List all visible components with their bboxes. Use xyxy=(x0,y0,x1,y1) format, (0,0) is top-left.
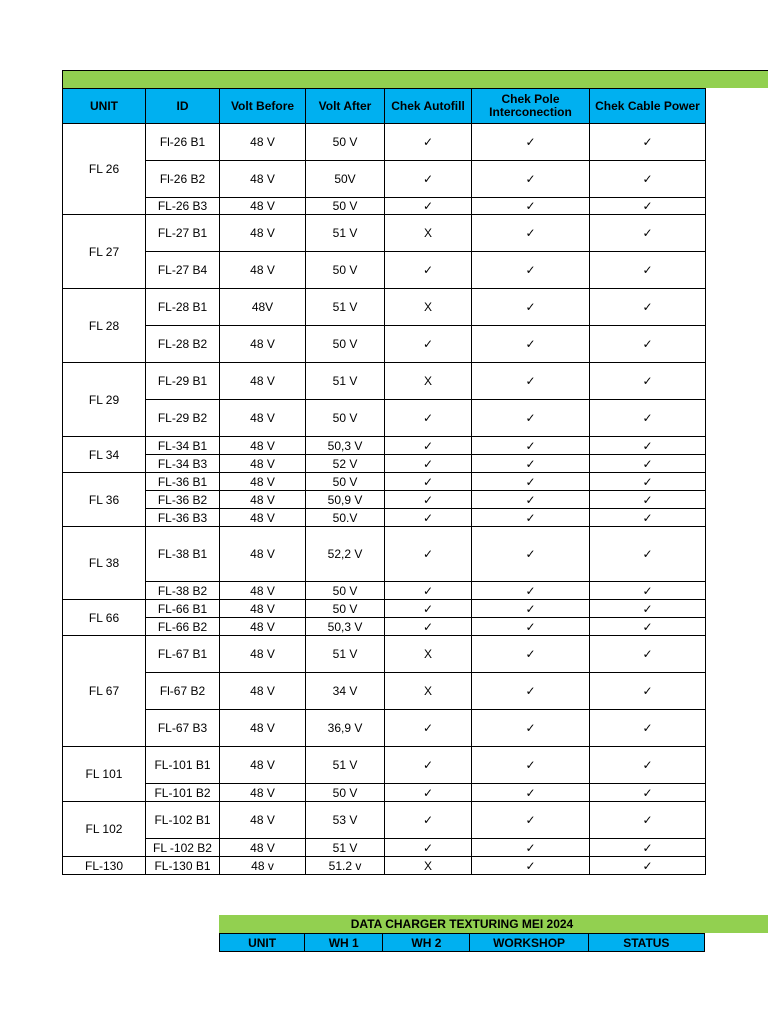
unit-cell: FL 101 xyxy=(63,747,146,802)
pole-check-cell: ✓ xyxy=(472,802,590,839)
header-volt-before: Volt Before xyxy=(220,89,306,124)
header-volt-after: Volt After xyxy=(306,89,385,124)
table-row xyxy=(63,161,706,198)
pole-check-cell: ✓ xyxy=(472,600,590,618)
charger-data-table xyxy=(219,915,705,952)
volt-after-cell: 53 V xyxy=(306,802,385,839)
unit-cell: FL 102 xyxy=(63,802,146,857)
cable-check-cell: ✓ xyxy=(590,252,706,289)
volt-after-cell: 50 V xyxy=(306,124,385,161)
volt-after-cell: 50 V xyxy=(306,198,385,215)
volt-before-cell: 48 V xyxy=(220,509,306,527)
header-chek-autofill: Chek Autofill xyxy=(385,89,472,124)
autofill-check-cell: ✓ xyxy=(385,802,472,839)
table-row xyxy=(63,455,706,473)
autofill-check-cell: X xyxy=(385,289,472,326)
autofill-check-cell: X xyxy=(385,857,472,875)
unit-cell: FL 66 xyxy=(63,600,146,636)
autofill-check-cell: ✓ xyxy=(385,161,472,198)
table-row xyxy=(63,473,706,491)
header-chek-pole: Chek Pole Interconection xyxy=(472,89,590,124)
cable-check-cell: ✓ xyxy=(590,473,706,491)
id-cell: FL-66 B2 xyxy=(146,618,220,636)
table-row xyxy=(63,437,706,455)
table-row xyxy=(63,857,706,875)
pole-check-cell: ✓ xyxy=(472,124,590,161)
unit-cell: FL 38 xyxy=(63,527,146,600)
pole-check-cell: ✓ xyxy=(472,473,590,491)
volt-after-cell: 51 V xyxy=(306,215,385,252)
volt-after-cell: 50 V xyxy=(306,784,385,802)
autofill-check-cell: ✓ xyxy=(385,198,472,215)
pole-check-cell: ✓ xyxy=(472,363,590,400)
id-cell: FL-26 B3 xyxy=(146,198,220,215)
volt-after-cell: 50 V xyxy=(306,326,385,363)
pole-check-cell: ✓ xyxy=(472,491,590,509)
volt-after-cell: 50,9 V xyxy=(306,491,385,509)
id-cell: FL-102 B1 xyxy=(146,802,220,839)
table-row xyxy=(63,491,706,509)
cable-check-cell: ✓ xyxy=(590,636,706,673)
volt-before-cell: 48 V xyxy=(220,710,306,747)
volt-after-cell: 50 V xyxy=(306,473,385,491)
table-row xyxy=(63,636,706,673)
volt-after-cell: 52,2 V xyxy=(306,527,385,582)
table-row xyxy=(63,215,706,252)
pole-check-cell: ✓ xyxy=(472,455,590,473)
volt-before-cell: 48 v xyxy=(220,857,306,875)
cable-check-cell: ✓ xyxy=(590,527,706,582)
unit-cell: FL 29 xyxy=(63,363,146,437)
pole-check-cell: ✓ xyxy=(472,252,590,289)
volt-after-cell: 51 V xyxy=(306,363,385,400)
autofill-check-cell: ✓ xyxy=(385,437,472,455)
table-row xyxy=(63,618,706,636)
autofill-check-cell: ✓ xyxy=(385,710,472,747)
volt-before-cell: 48 V xyxy=(220,839,306,857)
autofill-check-cell: ✓ xyxy=(385,600,472,618)
pole-check-cell: ✓ xyxy=(472,710,590,747)
volt-after-cell: 50 V xyxy=(306,252,385,289)
volt-before-cell: 48 V xyxy=(220,618,306,636)
id-cell: FL-29 B1 xyxy=(146,363,220,400)
table-row xyxy=(63,326,706,363)
pole-check-cell: ✓ xyxy=(472,437,590,455)
id-cell: FL-36 B1 xyxy=(146,473,220,491)
unit-cell: FL 28 xyxy=(63,289,146,363)
volt-after-cell: 50,3 V xyxy=(306,618,385,636)
charger-table-title: DATA CHARGER TEXTURING MEI 2024 xyxy=(350,917,574,931)
pole-check-cell: ✓ xyxy=(472,400,590,437)
header-unit: UNIT xyxy=(63,89,146,124)
pole-check-cell: ✓ xyxy=(472,326,590,363)
table-row xyxy=(63,527,706,582)
volt-after-cell: 51 V xyxy=(306,289,385,326)
pole-check-cell: ✓ xyxy=(472,198,590,215)
table-row xyxy=(63,198,706,215)
id-cell: FL-36 B2 xyxy=(146,491,220,509)
autofill-check-cell: ✓ xyxy=(385,473,472,491)
cable-check-cell: ✓ xyxy=(590,618,706,636)
cable-check-cell: ✓ xyxy=(590,509,706,527)
pole-check-cell: ✓ xyxy=(472,857,590,875)
volt-before-cell: 48 V xyxy=(220,747,306,784)
cable-check-cell: ✓ xyxy=(590,400,706,437)
volt-before-cell: 48 V xyxy=(220,400,306,437)
pole-check-cell: ✓ xyxy=(472,784,590,802)
id-cell: FL-101 B2 xyxy=(146,784,220,802)
pole-check-cell: ✓ xyxy=(472,527,590,582)
cable-check-cell: ✓ xyxy=(590,161,706,198)
cable-check-cell: ✓ xyxy=(590,491,706,509)
table-row xyxy=(63,289,706,326)
table-row xyxy=(63,582,706,600)
cable-check-cell: ✓ xyxy=(590,582,706,600)
table-row xyxy=(63,839,706,857)
volt-before-cell: 48 V xyxy=(220,636,306,673)
table-row xyxy=(63,802,706,839)
charger-title-row xyxy=(220,915,705,934)
volt-after-cell: 50 V xyxy=(306,582,385,600)
table-row xyxy=(63,710,706,747)
id-cell: FL-66 B1 xyxy=(146,600,220,618)
cable-check-cell: ✓ xyxy=(590,326,706,363)
volt-after-cell: 51 V xyxy=(306,636,385,673)
autofill-check-cell: ✓ xyxy=(385,527,472,582)
pole-check-cell: ✓ xyxy=(472,636,590,673)
charger-header-wh1: WH 1 xyxy=(305,934,383,952)
top-green-band xyxy=(62,70,768,88)
unit-cell: FL 34 xyxy=(63,437,146,473)
pole-check-cell: ✓ xyxy=(472,289,590,326)
pole-check-cell: ✓ xyxy=(472,582,590,600)
volt-before-cell: 48 V xyxy=(220,673,306,710)
id-cell: FL-67 B1 xyxy=(146,636,220,673)
cable-check-cell: ✓ xyxy=(590,363,706,400)
unit-cell: FL 36 xyxy=(63,473,146,527)
autofill-check-cell: ✓ xyxy=(385,747,472,784)
cable-check-cell: ✓ xyxy=(590,747,706,784)
volt-before-cell: 48 V xyxy=(220,784,306,802)
cable-check-cell: ✓ xyxy=(590,124,706,161)
pole-check-cell: ✓ xyxy=(472,509,590,527)
id-cell: FL-38 B2 xyxy=(146,582,220,600)
table-row xyxy=(63,673,706,710)
cable-check-cell: ✓ xyxy=(590,437,706,455)
cable-check-cell: ✓ xyxy=(590,802,706,839)
autofill-check-cell: X xyxy=(385,363,472,400)
id-cell: FL-34 B1 xyxy=(146,437,220,455)
autofill-check-cell: ✓ xyxy=(385,784,472,802)
header-chek-cable: Chek Cable Power xyxy=(590,89,706,124)
volt-before-cell: 48 V xyxy=(220,326,306,363)
unit-cell: FL 27 xyxy=(63,215,146,289)
id-cell: FL-27 B4 xyxy=(146,252,220,289)
pole-check-cell: ✓ xyxy=(472,215,590,252)
volt-before-cell: 48 V xyxy=(220,473,306,491)
volt-before-cell: 48 V xyxy=(220,527,306,582)
volt-before-cell: 48 V xyxy=(220,600,306,618)
cable-check-cell: ✓ xyxy=(590,673,706,710)
cable-check-cell: ✓ xyxy=(590,198,706,215)
volt-before-cell: 48 V xyxy=(220,124,306,161)
volt-after-cell: 51 V xyxy=(306,747,385,784)
id-cell: FL-28 B1 xyxy=(146,289,220,326)
autofill-check-cell: X xyxy=(385,215,472,252)
volt-before-cell: 48 V xyxy=(220,455,306,473)
table-row xyxy=(63,400,706,437)
battery-check-table xyxy=(62,88,706,875)
id-cell: FL-27 B1 xyxy=(146,215,220,252)
autofill-check-cell: ✓ xyxy=(385,618,472,636)
id-cell: FL-36 B3 xyxy=(146,509,220,527)
unit-cell: FL 26 xyxy=(63,124,146,215)
autofill-check-cell: ✓ xyxy=(385,455,472,473)
table-row xyxy=(63,784,706,802)
pole-check-cell: ✓ xyxy=(472,839,590,857)
table-row xyxy=(63,124,706,161)
header-id: ID xyxy=(146,89,220,124)
volt-after-cell: 50 V xyxy=(306,600,385,618)
cable-check-cell: ✓ xyxy=(590,600,706,618)
pole-check-cell: ✓ xyxy=(472,747,590,784)
unit-cell: FL-130 xyxy=(63,857,146,875)
charger-header-status: STATUS xyxy=(588,934,704,952)
id-cell: FL-67 B3 xyxy=(146,710,220,747)
cable-check-cell: ✓ xyxy=(590,857,706,875)
volt-after-cell: 51.2 v xyxy=(306,857,385,875)
autofill-check-cell: X xyxy=(385,673,472,710)
cable-check-cell: ✓ xyxy=(590,215,706,252)
id-cell: FL-28 B2 xyxy=(146,326,220,363)
volt-before-cell: 48 V xyxy=(220,491,306,509)
id-cell: FL-34 B3 xyxy=(146,455,220,473)
table-header-row xyxy=(63,89,706,124)
cable-check-cell: ✓ xyxy=(590,839,706,857)
volt-before-cell: 48 V xyxy=(220,582,306,600)
autofill-check-cell: ✓ xyxy=(385,491,472,509)
cable-check-cell: ✓ xyxy=(590,289,706,326)
volt-after-cell: 50,3 V xyxy=(306,437,385,455)
volt-after-cell: 51 V xyxy=(306,839,385,857)
volt-before-cell: 48 V xyxy=(220,215,306,252)
volt-after-cell: 50V xyxy=(306,161,385,198)
table-row xyxy=(63,252,706,289)
autofill-check-cell: ✓ xyxy=(385,326,472,363)
id-cell: FL-130 B1 xyxy=(146,857,220,875)
charger-header-workshop: WORKSHOP xyxy=(470,934,588,952)
volt-before-cell: 48 V xyxy=(220,252,306,289)
id-cell: Fl-67 B2 xyxy=(146,673,220,710)
volt-after-cell: 36,9 V xyxy=(306,710,385,747)
cable-check-cell: ✓ xyxy=(590,710,706,747)
charger-header-row xyxy=(220,934,705,952)
charger-header-wh2: WH 2 xyxy=(383,934,470,952)
volt-before-cell: 48V xyxy=(220,289,306,326)
autofill-check-cell: ✓ xyxy=(385,400,472,437)
cable-check-cell: ✓ xyxy=(590,784,706,802)
table-row xyxy=(63,600,706,618)
pole-check-cell: ✓ xyxy=(472,618,590,636)
id-cell: Fl-26 B1 xyxy=(146,124,220,161)
pole-check-cell: ✓ xyxy=(472,161,590,198)
unit-cell: FL 67 xyxy=(63,636,146,747)
charger-header-unit: UNIT xyxy=(220,934,305,952)
id-cell: Fl-26 B2 xyxy=(146,161,220,198)
autofill-check-cell: ✓ xyxy=(385,252,472,289)
table-row xyxy=(63,509,706,527)
pole-check-cell: ✓ xyxy=(472,673,590,710)
volt-after-cell: 52 V xyxy=(306,455,385,473)
volt-before-cell: 48 V xyxy=(220,198,306,215)
autofill-check-cell: X xyxy=(385,636,472,673)
autofill-check-cell: ✓ xyxy=(385,124,472,161)
volt-before-cell: 48 V xyxy=(220,802,306,839)
id-cell: FL-38 B1 xyxy=(146,527,220,582)
cable-check-cell: ✓ xyxy=(590,455,706,473)
volt-before-cell: 48 V xyxy=(220,363,306,400)
volt-before-cell: 48 V xyxy=(220,161,306,198)
volt-after-cell: 34 V xyxy=(306,673,385,710)
autofill-check-cell: ✓ xyxy=(385,509,472,527)
table-body xyxy=(63,124,706,875)
id-cell: FL-29 B2 xyxy=(146,400,220,437)
autofill-check-cell: ✓ xyxy=(385,582,472,600)
volt-before-cell: 48 V xyxy=(220,437,306,455)
table-row xyxy=(63,747,706,784)
table-row xyxy=(63,363,706,400)
volt-after-cell: 50 V xyxy=(306,400,385,437)
id-cell: FL -102 B2 xyxy=(146,839,220,857)
id-cell: FL-101 B1 xyxy=(146,747,220,784)
autofill-check-cell: ✓ xyxy=(385,839,472,857)
volt-after-cell: 50.V xyxy=(306,509,385,527)
